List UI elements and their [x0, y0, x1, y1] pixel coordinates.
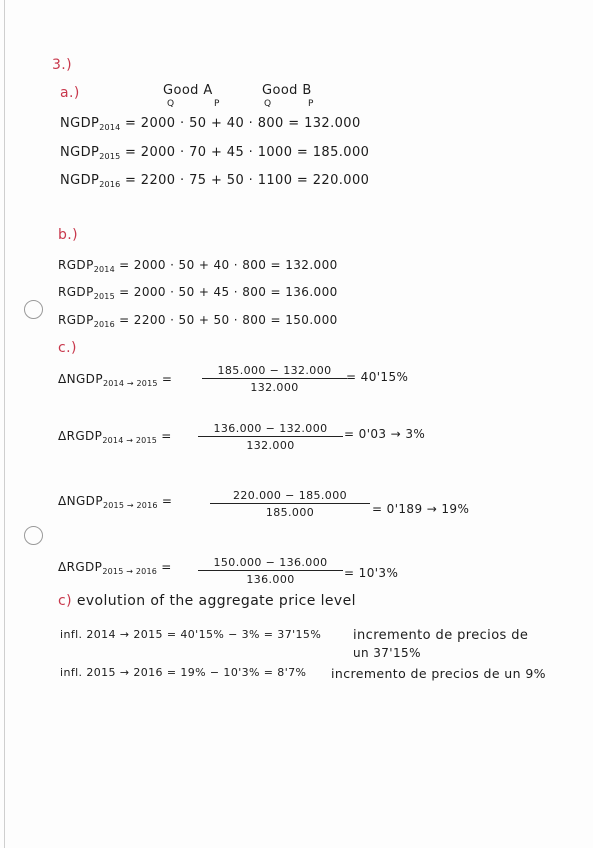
growth-fraction: [198, 556, 343, 586]
ngdp-2016-line: [60, 173, 369, 189]
inflation-2014-2015: infl. 2014 → 2015 = 40'15% − 3% = 37'15%: [60, 628, 322, 641]
fraction-denominator: 132.000: [250, 381, 299, 394]
year-subscript: 2015: [99, 152, 121, 161]
binder-hole: [24, 526, 43, 545]
delta-rgdp-2015-2016-label: $\Delta RGDP_{2015 \to 2016}$ =: [58, 560, 172, 576]
fraction-numerator: 185.000 − 132.000: [217, 364, 332, 377]
good-a-q-label: Q: [167, 99, 175, 109]
period-subscript: 2015 → 2016: [102, 501, 158, 510]
rgdp-label: RGDP: [58, 285, 94, 299]
fraction-denominator: 136.000: [246, 573, 295, 586]
ngdp-2016-expression: = 2200 · 75 + 50 · 1100 = 220.000: [124, 173, 370, 188]
question-number: 3.): [52, 57, 73, 73]
fraction-denominator: 185.000: [265, 506, 315, 519]
inflation-2015-2016: infl. 2015 → 2016 = 19% − 10'3% = 8'7%: [60, 666, 307, 679]
ngdp-2015-line: [60, 145, 369, 161]
fraction-bar: [210, 503, 370, 504]
inflation-note-1: incremento de precios de: [353, 628, 529, 643]
growth-fraction: [198, 422, 343, 452]
binder-hole: [24, 300, 43, 319]
ngdp-label: NGDP: [60, 173, 100, 188]
rgdp-label: RGDP: [58, 313, 94, 327]
growth-fraction: [202, 364, 347, 394]
good-b-p-label: P: [308, 99, 314, 109]
delta-label: ΔRGDP: [58, 429, 103, 443]
growth-result: = 0'03 → 3%: [344, 427, 426, 441]
period-subscript: 2014 → 2015: [102, 379, 158, 388]
fraction-denominator: 132.000: [246, 439, 295, 452]
period-subscript: 2014 → 2015: [102, 436, 158, 445]
ngdp-2015-expression: = 2000 · 70 + 45 · 1000 = 185.000: [124, 145, 370, 160]
rgdp-2015-line: [58, 285, 338, 301]
year-subscript: 2015: [93, 292, 115, 301]
growth-result: = 10'3%: [344, 566, 399, 580]
section-a-label: a.): [60, 85, 80, 101]
good-a-p-label: P: [214, 99, 220, 109]
delta-label: ΔRGDP: [58, 560, 103, 574]
good-a-header: Good A: [163, 83, 213, 98]
delta-label: ΔNGDP: [58, 494, 103, 508]
delta-ngdp-2015-2016-label: $\Delta NGDP_{2015 \to 2016}$ =: [58, 494, 173, 510]
rgdp-2015-expression: = 2000 · 50 + 45 · 800 = 136.000: [119, 285, 338, 299]
ngdp-label: NGDP: [60, 116, 100, 131]
fraction-bar: [202, 378, 347, 379]
inflation-note-2: incremento de precios de un 9%: [331, 666, 546, 681]
section-b-label: b.): [58, 227, 78, 243]
growth-result: = 0'189 → 19%: [372, 502, 470, 516]
year-subscript: 2014: [93, 265, 115, 274]
rgdp-2016-expression: = 2200 · 50 + 50 · 800 = 150.000: [119, 313, 338, 327]
inflation-note-1-cont: un 37'15%: [353, 646, 421, 660]
ngdp-label: NGDP: [60, 145, 100, 160]
delta-ngdp-2014-2015-label: $\Delta NGDP_{2014 \to 2015}$ =: [58, 372, 173, 388]
rgdp-2014-line: [58, 258, 338, 274]
fraction-numerator: 220.000 − 185.000: [233, 489, 347, 502]
fraction-numerator: 150.000 − 136.000: [213, 556, 328, 569]
delta-label: ΔNGDP: [58, 372, 103, 386]
rgdp-label: RGDP: [58, 258, 94, 272]
ngdp-2014-expression: = 2000 · 50 + 40 · 800 = 132.000: [124, 116, 361, 131]
year-subscript: 2016: [99, 180, 121, 189]
good-b-header: Good B: [262, 83, 312, 98]
page-margin-line: [4, 0, 5, 848]
period-subscript: 2015 → 2016: [102, 567, 158, 576]
year-subscript: 2014: [99, 123, 121, 132]
fraction-bar: [198, 570, 343, 571]
ngdp-2014-line: [60, 116, 361, 132]
growth-fraction: [210, 489, 370, 519]
section-c-label: c.): [58, 340, 77, 356]
rgdp-2016-line: [58, 313, 338, 329]
good-b-q-label: Q: [264, 99, 272, 109]
delta-rgdp-2014-2015-label: $\Delta RGDP_{2014 \to 2015}$ =: [58, 429, 172, 445]
year-subscript: 2016: [93, 320, 115, 329]
section-c2-label: c): [58, 593, 72, 609]
fraction-bar: [198, 436, 343, 437]
price-level-title: evolution of the aggregate price level: [76, 593, 356, 609]
fraction-numerator: 136.000 − 132.000: [213, 422, 328, 435]
growth-result: = 40'15%: [346, 370, 409, 384]
rgdp-2014-expression: = 2000 · 50 + 40 · 800 = 132.000: [119, 258, 338, 272]
price-level-heading: [58, 593, 356, 609]
